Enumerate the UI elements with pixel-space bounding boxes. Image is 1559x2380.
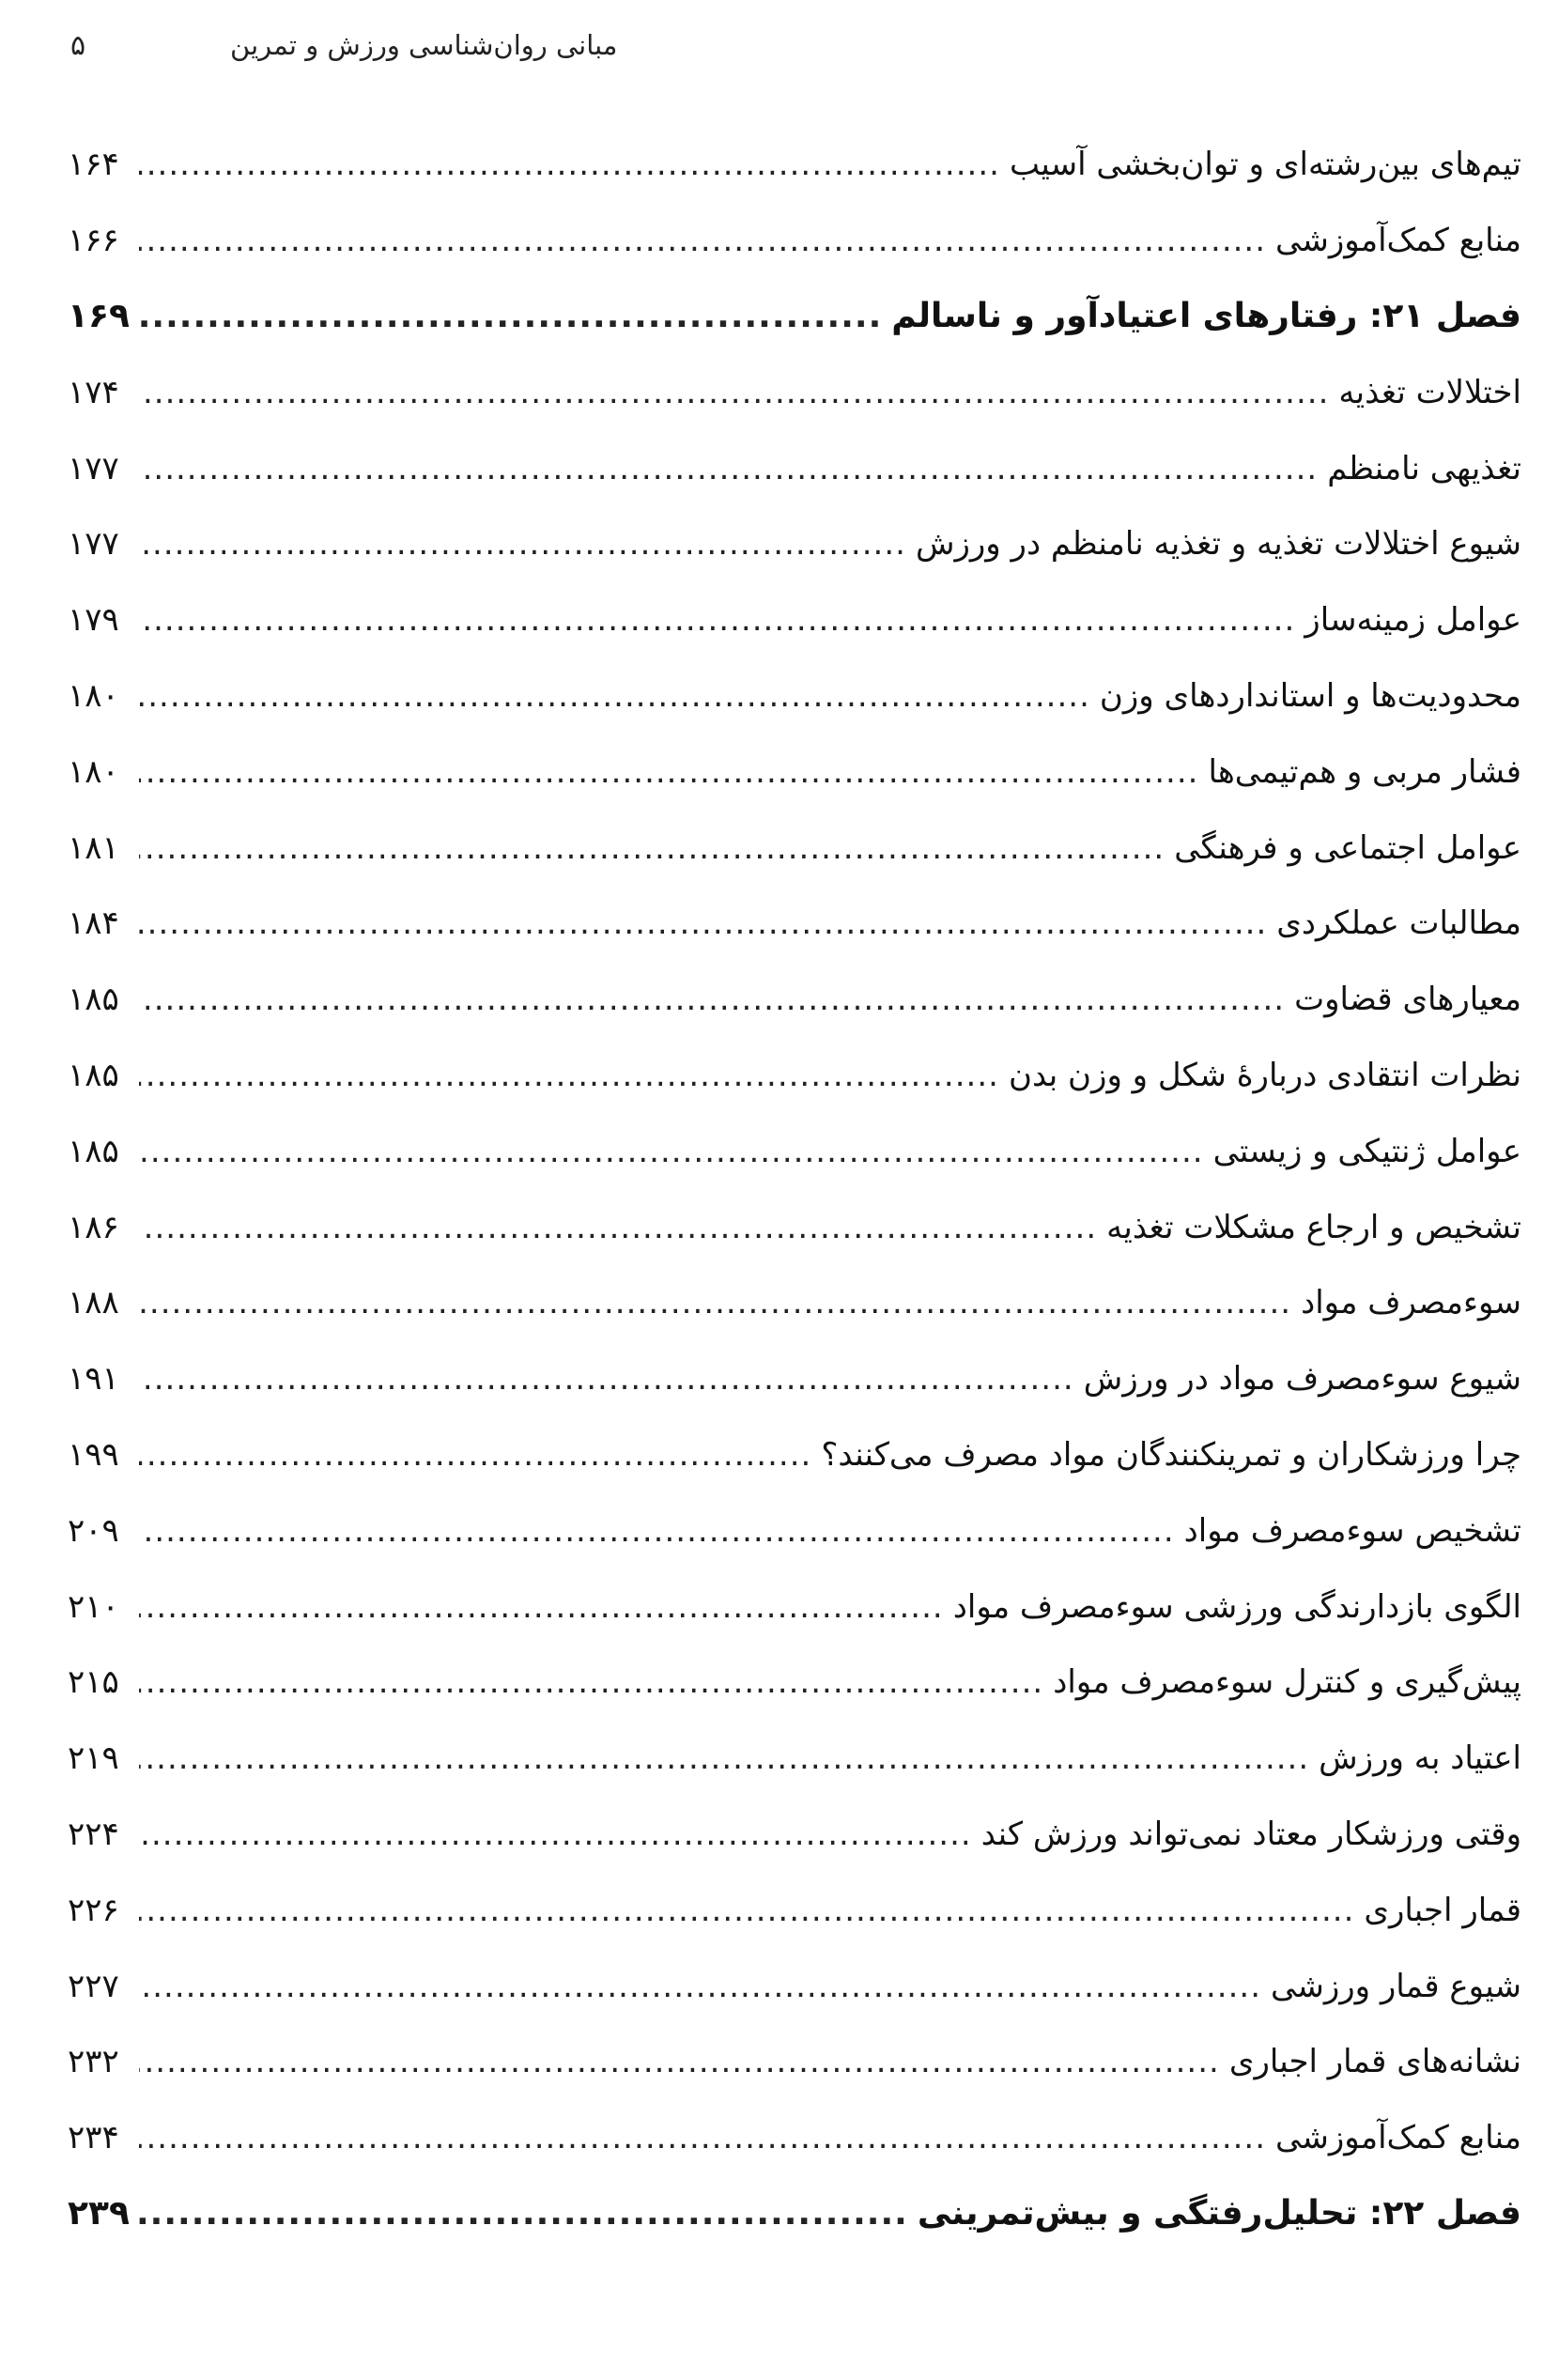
dot-leader bbox=[139, 1212, 1097, 1244]
toc-entry-page-number: ۲۲۷ bbox=[68, 1967, 119, 2005]
toc-entry-page-number: ۱۸۰ bbox=[68, 676, 119, 715]
toc-entry-page-number: ۲۲۶ bbox=[68, 1891, 119, 1929]
toc-entry bbox=[68, 1417, 1521, 1493]
toc-entry bbox=[68, 1492, 1521, 1569]
toc-entry-page-number: ۱۶۶ bbox=[68, 222, 119, 260]
toc-entry-title: محدودیت‌ها و استانداردهای وزن bbox=[1099, 676, 1521, 715]
dot-leader bbox=[139, 377, 1329, 409]
toc-entry-page-number: ۲۱۰ bbox=[68, 1587, 119, 1626]
toc-entry-page-number: ۱۷۷ bbox=[68, 449, 119, 487]
toc-entry-title: تیم‌های بین‌رشته‌ای و توان‌بخشی آسیب bbox=[1009, 146, 1521, 184]
toc-entry-title: نشانه‌های قمار اجباری bbox=[1228, 2043, 1521, 2081]
toc-entry bbox=[68, 1569, 1521, 1645]
toc-entry bbox=[68, 1113, 1521, 1189]
toc-entry-page-number: ۱۸۵ bbox=[68, 981, 119, 1019]
dot-leader bbox=[139, 907, 1267, 939]
dot-leader bbox=[139, 1591, 944, 1623]
table-of-contents bbox=[68, 127, 1521, 2251]
toc-entry bbox=[68, 1948, 1521, 2024]
dot-leader bbox=[139, 1136, 1204, 1167]
toc-entry-title: معیارهای قضاوت bbox=[1294, 981, 1521, 1019]
toc-entry bbox=[68, 127, 1521, 203]
toc-entry-page-number: ۲۲۴ bbox=[68, 1815, 119, 1853]
toc-entry-title: مطالبات عملکردی bbox=[1276, 904, 1521, 943]
toc-entry-title: شیوع سوءمصرف مواد در ورزش bbox=[1083, 1360, 1521, 1399]
toc-entry-title: عوامل اجتماعی و فرهنگی bbox=[1174, 828, 1521, 867]
dot-leader bbox=[139, 680, 1090, 712]
toc-entry-title: تشخیص سوءمصرف مواد bbox=[1183, 1511, 1521, 1550]
toc-entry-title: وقتی ورزشکار معتاد نمی‌تواند ورزش کند bbox=[980, 1815, 1521, 1853]
toc-entry-title: منابع کمک‌آموزشی bbox=[1275, 222, 1521, 260]
toc-entry bbox=[68, 582, 1521, 658]
toc-entry bbox=[68, 2100, 1521, 2176]
dot-leader bbox=[139, 2197, 908, 2231]
toc-entry-page-number: ۲۱۵ bbox=[68, 1663, 119, 1702]
toc-entry-page-number: ۲۰۹ bbox=[68, 1511, 119, 1550]
toc-entry-title: فصل ۲۱: رفتارهای اعتیادآور و ناسالم bbox=[891, 297, 1521, 336]
toc-entry bbox=[68, 203, 1521, 279]
dot-leader bbox=[139, 1818, 972, 1850]
toc-entry bbox=[68, 1872, 1521, 1948]
dot-leader bbox=[139, 1894, 1354, 1926]
toc-entry-title: فشار مربی و هم‌تیمی‌ها bbox=[1208, 752, 1521, 791]
toc-entry bbox=[68, 430, 1521, 506]
toc-entry-title: الگوی بازدارندگی ورزشی سوءمصرف مواد bbox=[952, 1587, 1521, 1626]
dot-leader bbox=[139, 453, 1318, 485]
toc-entry-page-number: ۱۶۴ bbox=[68, 146, 119, 184]
dot-leader bbox=[139, 528, 906, 560]
toc-entry bbox=[68, 1797, 1521, 1873]
header-page-number: ۵ bbox=[70, 28, 86, 62]
dot-leader bbox=[139, 1059, 999, 1091]
toc-entry bbox=[68, 1038, 1521, 1114]
header-book-title: مبانی روان‌شناسی ورزش و تمرین bbox=[230, 29, 618, 61]
dot-leader bbox=[139, 148, 1000, 180]
dot-leader bbox=[139, 1363, 1074, 1395]
toc-entry bbox=[68, 1265, 1521, 1341]
toc-entry bbox=[68, 734, 1521, 810]
toc-entry-page-number: ۱۷۴ bbox=[68, 373, 119, 411]
dot-leader bbox=[139, 1287, 1291, 1319]
toc-entry-page-number: ۲۳۲ bbox=[68, 2043, 119, 2081]
toc-entry-page-number: ۱۸۴ bbox=[68, 904, 119, 943]
toc-entry-page-number: ۱۸۰ bbox=[68, 752, 119, 791]
toc-entry-title: تغذیهی نامنظم bbox=[1327, 449, 1521, 487]
toc-entry bbox=[68, 658, 1521, 734]
toc-entry bbox=[68, 1645, 1521, 1721]
toc-entry-title: نظرات انتقادی دربارهٔ شکل و وزن بدن bbox=[1008, 1056, 1521, 1094]
toc-entry bbox=[68, 1189, 1521, 1265]
toc-chapter-entry bbox=[68, 279, 1521, 355]
toc-entry-page-number: ۱۹۹ bbox=[68, 1435, 119, 1474]
dot-leader bbox=[139, 300, 882, 333]
toc-entry-page-number: ۱۸۵ bbox=[68, 1056, 119, 1094]
dot-leader bbox=[139, 2046, 1220, 2078]
toc-entry-title: عوامل ژنتیکی و زیستی bbox=[1212, 1132, 1521, 1170]
dot-leader bbox=[139, 1742, 1309, 1774]
toc-entry-page-number: ۱۸۱ bbox=[68, 828, 119, 867]
toc-entry-page-number: ۱۹۱ bbox=[68, 1360, 119, 1399]
toc-entry-title: منابع کمک‌آموزشی bbox=[1275, 2119, 1521, 2157]
toc-entry bbox=[68, 962, 1521, 1038]
toc-entry-title: قمار اجباری bbox=[1364, 1891, 1521, 1929]
toc-entry bbox=[68, 1341, 1521, 1417]
toc-entry-title: شیوع قمار ورزشی bbox=[1271, 1967, 1521, 2005]
dot-leader bbox=[139, 1970, 1261, 2002]
toc-entry bbox=[68, 810, 1521, 886]
toc-entry bbox=[68, 886, 1521, 962]
dot-leader bbox=[139, 2122, 1266, 2154]
toc-entry-title: سوءمصرف مواد bbox=[1301, 1284, 1521, 1322]
toc-entry-page-number: ۲۱۹ bbox=[68, 1739, 119, 1778]
toc-entry-title: اختلالات تغذیه bbox=[1338, 373, 1521, 411]
dot-leader bbox=[139, 1439, 811, 1471]
toc-chapter-entry bbox=[68, 2176, 1521, 2252]
toc-entry-title: شیوع اختلالات تغذیه و تغذیه نامنظم در ورزش bbox=[915, 525, 1521, 564]
toc-entry-title: فصل ۲۲: تحلیل‌رفتگی و بیش‌تمرینی bbox=[917, 2194, 1521, 2233]
toc-entry-page-number: ۱۸۶ bbox=[68, 1208, 119, 1246]
toc-entry-page-number: ۱۷۷ bbox=[68, 525, 119, 564]
toc-entry-page-number: ۱۷۹ bbox=[68, 601, 119, 640]
toc-entry-title: تشخیص و ارجاع مشکلات تغذیه bbox=[1106, 1208, 1521, 1246]
dot-leader bbox=[139, 1515, 1175, 1547]
running-header bbox=[70, 17, 1489, 73]
toc-entry-title: عوامل زمینه‌ساز bbox=[1304, 601, 1521, 640]
toc-entry-title: پیش‌گیری و کنترل سوءمصرف مواد bbox=[1053, 1663, 1521, 1702]
dot-leader bbox=[139, 983, 1285, 1015]
toc-entry-page-number: ۱۶۹ bbox=[68, 297, 130, 336]
dot-leader bbox=[139, 756, 1198, 788]
toc-entry bbox=[68, 354, 1521, 430]
toc-entry-page-number: ۲۳۹ bbox=[68, 2194, 130, 2233]
toc-entry-page-number: ۱۸۵ bbox=[68, 1132, 119, 1170]
toc-entry-page-number: ۲۳۴ bbox=[68, 2119, 119, 2157]
toc-entry-page-number: ۱۸۸ bbox=[68, 1284, 119, 1322]
toc-entry-title: اعتیاد به ورزش bbox=[1319, 1739, 1521, 1778]
dot-leader bbox=[139, 604, 1295, 636]
toc-entry bbox=[68, 506, 1521, 582]
dot-leader bbox=[139, 832, 1165, 864]
toc-entry-title: چرا ورزشکاران و تمرینکنندگان مواد مصرف می‌کنند؟ bbox=[821, 1435, 1521, 1474]
dot-leader bbox=[139, 1666, 1043, 1698]
dot-leader bbox=[139, 224, 1266, 256]
toc-entry bbox=[68, 1721, 1521, 1797]
toc-entry bbox=[68, 2024, 1521, 2100]
